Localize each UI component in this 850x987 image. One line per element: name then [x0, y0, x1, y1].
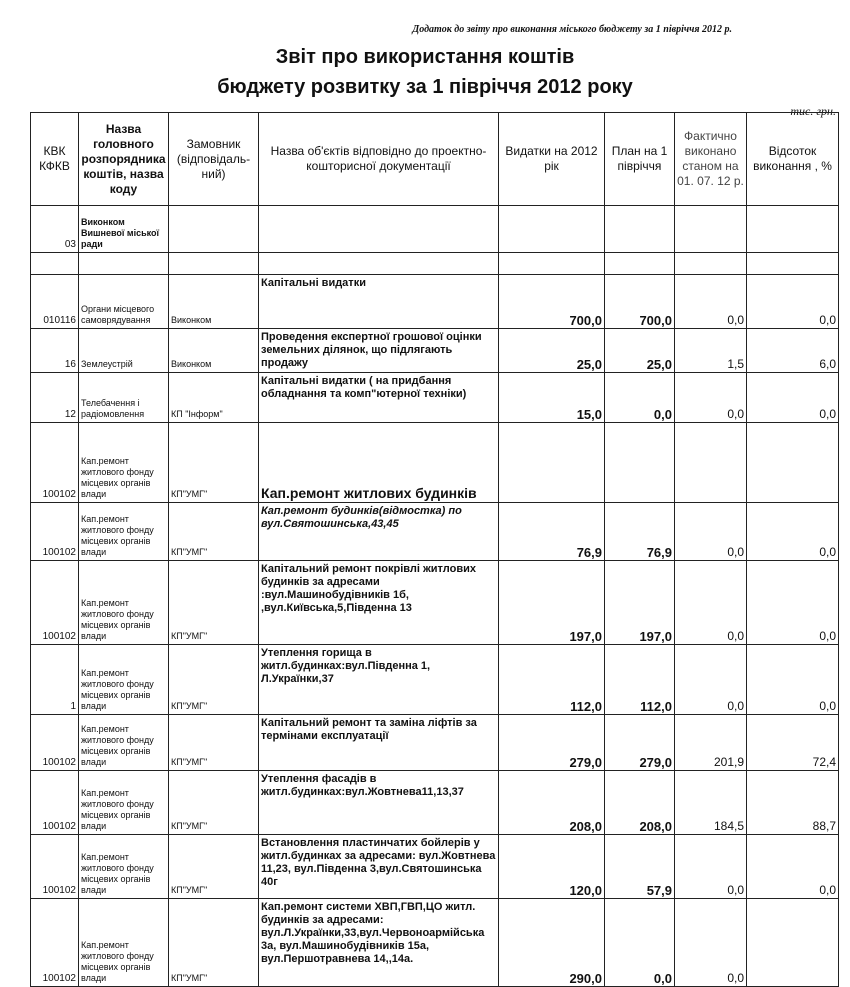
- row-head: Кап.ремонт житлового фонду місцевих органів влади: [79, 423, 169, 503]
- row-spend: 76,9: [499, 503, 605, 561]
- row-code: 100102: [31, 423, 79, 503]
- row-object: Капітальний ремонт та заміна ліфтів за термінами експлуатації: [259, 715, 499, 771]
- row-plan: 0,0: [605, 373, 675, 423]
- row-head: Кап.ремонт житлового фонду місцевих органів влади: [79, 835, 169, 899]
- row-object: Утеплення фасадів в житл.будинках:вул.Жовтнева11,13,37: [259, 771, 499, 835]
- row-plan: 279,0: [605, 715, 675, 771]
- row-actual: [675, 253, 747, 275]
- row-percent: 0,0: [747, 835, 839, 899]
- row-head: Кап.ремонт житлового фонду місцевих органів влади: [79, 503, 169, 561]
- header-actual: Фактично виконано станом на 01. 07. 12 р.: [675, 113, 747, 206]
- row-spend: 120,0: [499, 835, 605, 899]
- row-code: 100102: [31, 561, 79, 645]
- row-plan: 112,0: [605, 645, 675, 715]
- table-row: [31, 423, 839, 503]
- row-code: 100102: [31, 771, 79, 835]
- row-object: [259, 253, 499, 275]
- row-percent: 0,0: [747, 645, 839, 715]
- table-row: [31, 771, 839, 835]
- table-row: [31, 835, 839, 899]
- header-percent: Відсоток виконання , %: [747, 113, 839, 206]
- table-row: [31, 329, 839, 373]
- row-percent: 0,0: [747, 275, 839, 329]
- header-customer: Замовник (відповідаль-ний): [169, 113, 259, 206]
- row-customer: КП"УМГ": [169, 503, 259, 561]
- row-actual: 0,0: [675, 373, 747, 423]
- row-actual: [675, 206, 747, 253]
- row-spend: 197,0: [499, 561, 605, 645]
- header-object: Назва об'єктів відповідно до проектно-кошторисної документації: [259, 113, 499, 206]
- row-head: Кап.ремонт житлового фонду місцевих органів влади: [79, 715, 169, 771]
- row-spend: 700,0: [499, 275, 605, 329]
- row-percent: 0,0: [747, 373, 839, 423]
- table-row: [31, 503, 839, 561]
- table-row: [31, 715, 839, 771]
- row-customer: КП"УМГ": [169, 899, 259, 987]
- row-head: Кап.ремонт житлового фонду місцевих органів влади: [79, 561, 169, 645]
- row-percent: 88,7: [747, 771, 839, 835]
- row-percent: 6,0: [747, 329, 839, 373]
- row-head: Землеустрій: [79, 329, 169, 373]
- row-customer: КП"УМГ": [169, 835, 259, 899]
- row-customer: КП "Інформ": [169, 373, 259, 423]
- row-code: 100102: [31, 503, 79, 561]
- header-head: Назва головного розпорядника коштів, назва коду: [79, 113, 169, 206]
- row-actual: [675, 423, 747, 503]
- row-plan: 76,9: [605, 503, 675, 561]
- row-percent: [747, 423, 839, 503]
- row-spend: [499, 253, 605, 275]
- header-plan: План на 1 півріччя: [605, 113, 675, 206]
- table-row: [31, 645, 839, 715]
- table-row: [31, 253, 839, 275]
- row-code: 100102: [31, 835, 79, 899]
- row-plan: [605, 423, 675, 503]
- row-object: Кап.ремонт будинків(відмостка) по вул.Святошинська,43,45: [259, 503, 499, 561]
- row-actual: 0,0: [675, 645, 747, 715]
- row-percent: [747, 206, 839, 253]
- row-object: Капітальні видатки ( на придбання обладнання та комп"ютерної техніки): [259, 373, 499, 423]
- row-plan: [605, 206, 675, 253]
- row-object: Кап.ремонт системи ХВП,ГВП,ЦО житл. будинків за адресами: вул.Л.Українки,33,вул.Червоноармійська 3а, вул.Машинобудівників 15а, вул.Першотравнева 14,,14а.: [259, 899, 499, 987]
- table-row: [31, 206, 839, 253]
- row-actual: 0,0: [675, 899, 747, 987]
- row-object: Встановлення пластинчатих бойлерів у житл.будинках за адресами: вул.Жовтнева 11,23, вул.Південна 3,вул.Святошинська 40г: [259, 835, 499, 899]
- row-code: 010116: [31, 275, 79, 329]
- units-label: тис. грн.: [790, 104, 836, 118]
- row-object: [259, 206, 499, 253]
- row-spend: 25,0: [499, 329, 605, 373]
- appendix-note: Додаток до звіту про виконання міського бюджету за 1 півріччя 2012 р.: [412, 24, 732, 35]
- row-code: 12: [31, 373, 79, 423]
- row-customer: [169, 253, 259, 275]
- row-object: Кап.ремонт житлових будинків: [259, 423, 499, 503]
- row-customer: [169, 206, 259, 253]
- row-object: Проведення експертної грошової оцінки земельних ділянок, що підлягають продажу: [259, 329, 499, 373]
- row-spend: [499, 206, 605, 253]
- row-spend: 290,0: [499, 899, 605, 987]
- row-customer: КП"УМГ": [169, 715, 259, 771]
- row-code: 100102: [31, 899, 79, 987]
- row-head: Кап.ремонт житлового фонду місцевих органів влади: [79, 899, 169, 987]
- row-head: Органи місцевого самоврядування: [79, 275, 169, 329]
- row-customer: КП"УМГ": [169, 423, 259, 503]
- row-actual: 0,0: [675, 503, 747, 561]
- row-percent: 0,0: [747, 561, 839, 645]
- table-header: [31, 113, 839, 206]
- row-percent: [747, 899, 839, 987]
- report-title-line2: бюджету розвитку за 1 півріччя 2012 року: [217, 76, 633, 98]
- row-actual: 1,5: [675, 329, 747, 373]
- row-code: 100102: [31, 715, 79, 771]
- row-spend: 15,0: [499, 373, 605, 423]
- row-head: Кап.ремонт житлового фонду місцевих органів влади: [79, 771, 169, 835]
- header-kvk: КВК КФКВ: [31, 113, 79, 206]
- row-percent: 0,0: [747, 503, 839, 561]
- row-actual: 0,0: [675, 275, 747, 329]
- row-customer: КП"УМГ": [169, 771, 259, 835]
- table-row: [31, 373, 839, 423]
- row-percent: 72,4: [747, 715, 839, 771]
- row-plan: 0,0: [605, 899, 675, 987]
- row-actual: 0,0: [675, 835, 747, 899]
- row-head: Виконком Вишневої міської ради: [79, 206, 169, 253]
- row-plan: 57,9: [605, 835, 675, 899]
- header-spend: Видатки на 2012 рік: [499, 113, 605, 206]
- row-customer: Виконком: [169, 275, 259, 329]
- row-plan: 208,0: [605, 771, 675, 835]
- row-head: [79, 253, 169, 275]
- row-head: Кап.ремонт житлового фонду місцевих органів влади: [79, 645, 169, 715]
- budget-table: [30, 112, 839, 987]
- row-spend: 112,0: [499, 645, 605, 715]
- row-object: Капітальний ремонт покрівлі житлових будинків за адресами :вул.Машинобудівників 1б, ,вул.Київська,5,Південна 13: [259, 561, 499, 645]
- row-actual: 184,5: [675, 771, 747, 835]
- table-row: [31, 899, 839, 987]
- row-spend: 279,0: [499, 715, 605, 771]
- row-code: 03: [31, 206, 79, 253]
- row-plan: 25,0: [605, 329, 675, 373]
- table-row: [31, 275, 839, 329]
- row-plan: 197,0: [605, 561, 675, 645]
- row-code: [31, 253, 79, 275]
- row-spend: 208,0: [499, 771, 605, 835]
- row-customer: КП"УМГ": [169, 645, 259, 715]
- row-code: 16: [31, 329, 79, 373]
- row-object: Утеплення горища в житл.будинках:вул.Південна 1, Л.Українки,37: [259, 645, 499, 715]
- report-title-line1: Звіт про використання коштів: [275, 46, 575, 68]
- row-actual: 0,0: [675, 561, 747, 645]
- row-plan: [605, 253, 675, 275]
- row-percent: [747, 253, 839, 275]
- row-actual: 201,9: [675, 715, 747, 771]
- row-head: Телебачення і радіомовлення: [79, 373, 169, 423]
- row-spend: [499, 423, 605, 503]
- row-customer: КП"УМГ": [169, 561, 259, 645]
- row-plan: 700,0: [605, 275, 675, 329]
- row-code: 1: [31, 645, 79, 715]
- row-object: Капітальні видатки: [259, 275, 499, 329]
- table-row: [31, 561, 839, 645]
- row-customer: Виконком: [169, 329, 259, 373]
